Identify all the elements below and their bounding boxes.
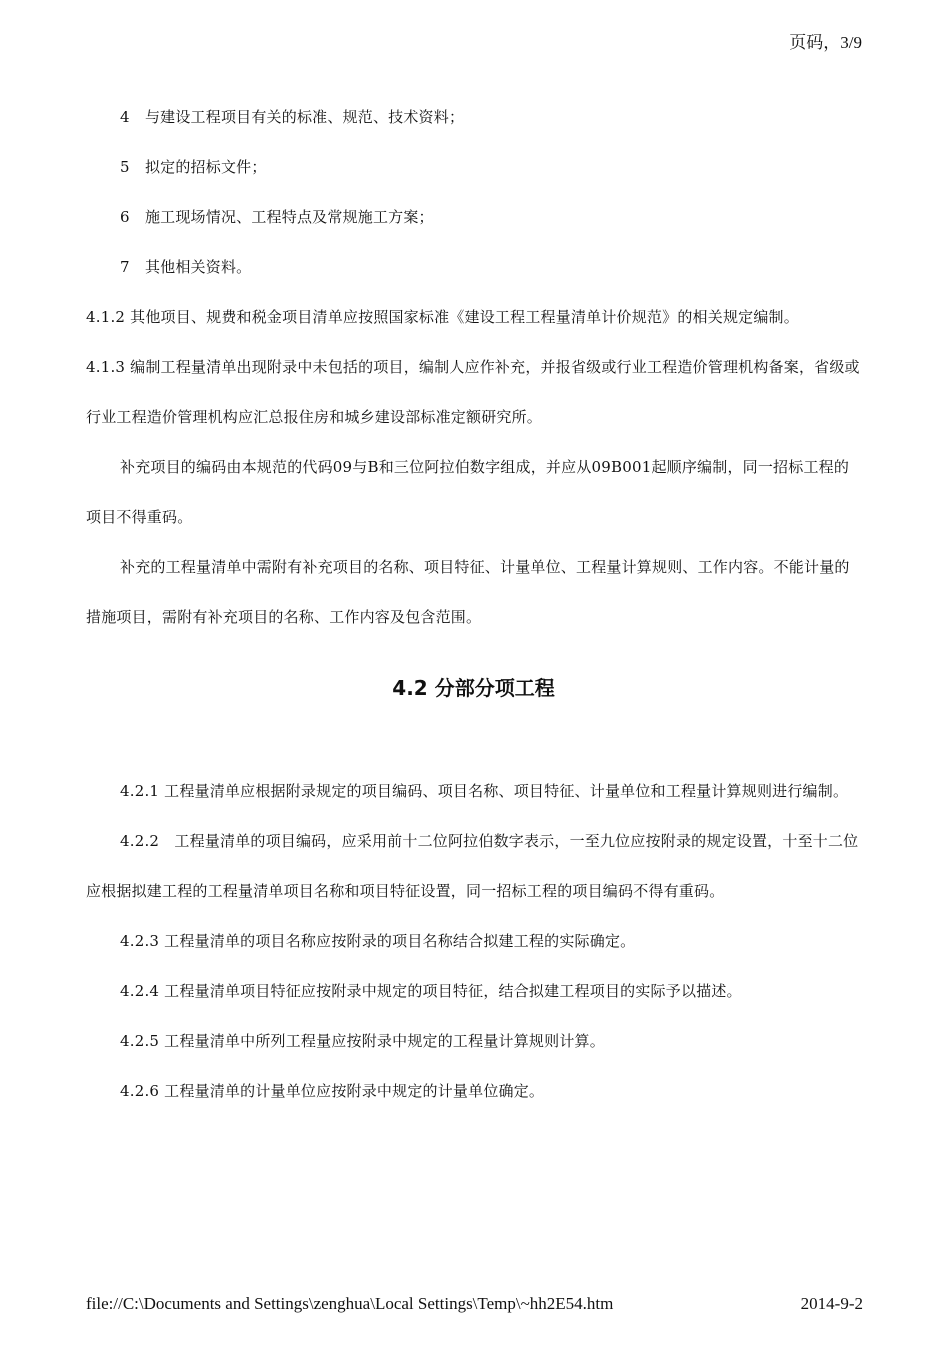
list-item-7: 7 其他相关资料。	[120, 258, 252, 276]
clause-4-1-2: 4.1.2 其他项目、规费和税金项目清单应按照国家标准《建设工程工程量清单计价规范》的相关规定编制。	[86, 308, 799, 326]
section-title: 4.2 分部分项工程	[392, 676, 555, 700]
list-item-5: 5 拟定的招标文件；	[120, 158, 267, 176]
page-number: 页码，3/9	[789, 33, 862, 52]
document-body	[86, 92, 861, 1116]
file-path-link[interactable]: file://C:\Documents and Settings\zenghua\Local Settings\Temp\~hh2E54.htm	[86, 1294, 614, 1313]
list-item-6: 6 施工现场情况、工程特点及常规施工方案；	[120, 208, 434, 226]
clause-4-1-3: 4.1.3 编制工程量清单出现附录中未包括的项目，编制人应作补充，并报省级或行业工程造价管理机构备案，省级或行业工程造价管理机构应汇总报住房和城乡建设部标准定额研究所。	[86, 358, 860, 426]
clause-4-2-5: 4.2.5 工程量清单中所列工程量应按附录中规定的工程量计算规则计算。	[120, 1032, 605, 1050]
clause-4-2-2: 4.2.2 工程量清单的项目编码，应采用前十二位阿拉伯数字表示，一至九位应按附录的规定设置，十至十二位应根据拟建工程的工程量清单项目名称和项目特征设置，同一招标工程的项目编码不得有重码。	[86, 832, 859, 900]
supplement-code-paragraph: 补充项目的编码由本规范的代码09与B和三位阿拉伯数字组成，并应从09B001起顺序编制，同一招标工程的项目不得重码。	[86, 458, 850, 526]
clause-4-2-3: 4.2.3 工程量清单的项目名称应按附录的项目名称结合拟建工程的实际确定。	[120, 932, 636, 950]
list-item-4: 4 与建设工程项目有关的标准、规范、技术资料；	[120, 108, 465, 126]
footer-date: 2014-9-2	[800, 1294, 863, 1313]
clause-4-2-4: 4.2.4 工程量清单项目特征应按附录中规定的项目特征，结合拟建工程项目的实际予以描述。	[120, 982, 742, 1000]
supplement-list-paragraph: 补充的工程量清单中需附有补充项目的名称、项目特征、计量单位、工程量计算规则、工作内容。不能计量的措施项目，需附有补充项目的名称、工作内容及包含范围。	[86, 558, 850, 626]
clause-4-2-1: 4.2.1 工程量清单应根据附录规定的项目编码、项目名称、项目特征、计量单位和工程量计算规则进行编制。	[120, 782, 849, 800]
clause-4-2-6: 4.2.6 工程量清单的计量单位应按附录中规定的计量单位确定。	[120, 1082, 545, 1100]
